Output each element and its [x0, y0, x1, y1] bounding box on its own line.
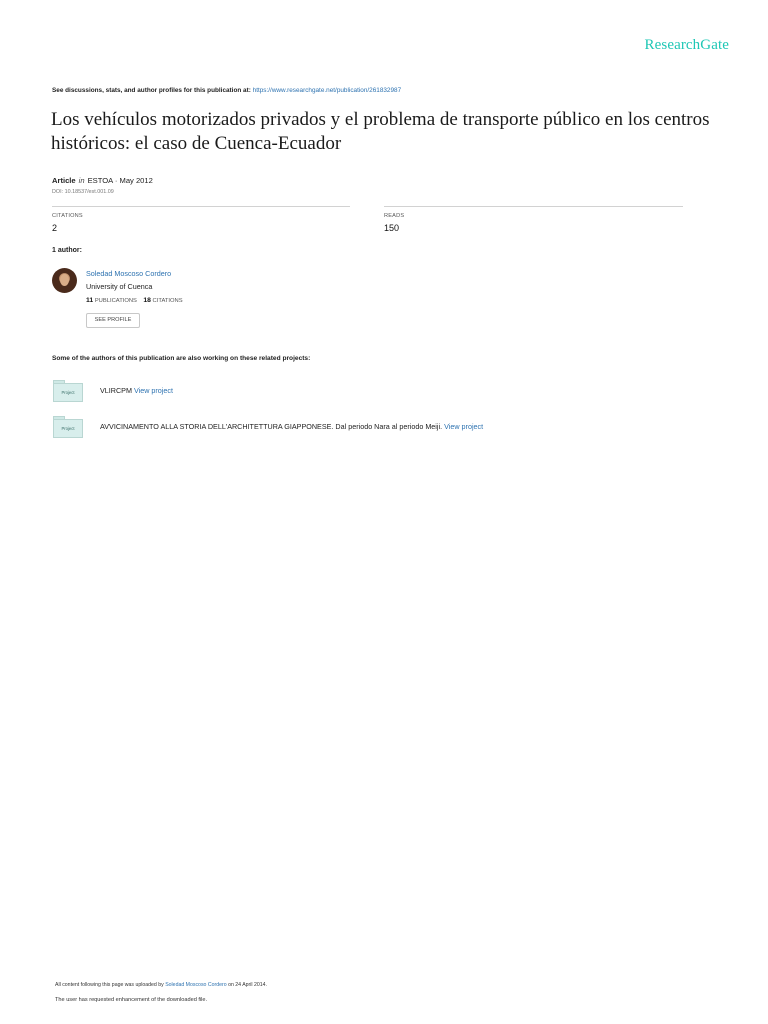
upload-note	[55, 982, 267, 988]
upload-note-suffix: on 24 April 2014.	[228, 982, 267, 988]
avatar-face	[60, 274, 69, 286]
project-item	[100, 386, 173, 395]
reads-divider	[384, 206, 683, 207]
citations-divider	[52, 206, 350, 207]
discussion-notice	[52, 87, 401, 94]
author-citations-label: CITATIONS	[152, 298, 183, 304]
view-project-link[interactable]: View project	[444, 422, 484, 431]
article-venue: ESTOA · May 2012	[87, 176, 153, 185]
folder-label: Project	[53, 383, 83, 402]
upload-note-prefix: All content following this page was uploaded by	[55, 982, 164, 988]
citations-count: 2	[52, 223, 58, 233]
project-name: VLIRCPM	[100, 386, 132, 395]
author-publications-label: PUBLICATIONS	[94, 298, 137, 304]
reads-count: 150	[384, 223, 400, 233]
author-avatar[interactable]	[52, 268, 77, 293]
related-projects-heading: Some of the authors of this publication are also working on these related projects:	[52, 355, 311, 362]
author-citations-count: 18	[143, 297, 151, 304]
discussion-text: See discussions, stats, and author profiles for this publication at:	[52, 87, 251, 94]
article-in: in	[78, 176, 85, 185]
authors-heading: 1 author:	[52, 247, 82, 254]
folder-label: Project	[53, 419, 83, 438]
publication-url-link[interactable]: https://www.researchgate.net/publication/261832987	[252, 87, 402, 94]
author-affiliation: University of Cuenca	[86, 282, 153, 291]
reads-label: READS	[384, 213, 405, 219]
article-meta	[52, 176, 153, 185]
article-title: Los vehículos motorizados privados y el problema de transporte público en los centros históricos: el caso de Cuenca-Ecuador	[51, 109, 710, 154]
citations-label: CITATIONS	[52, 213, 83, 219]
enhancement-note: The user has requested enhancement of the downloaded file.	[55, 997, 208, 1003]
view-project-link[interactable]: View project	[133, 386, 173, 395]
article-doi: DOI: 10.18537/est.001.09	[52, 189, 114, 195]
project-item	[100, 422, 483, 431]
article-type: Article	[52, 176, 76, 185]
see-profile-button[interactable]: SEE PROFILE	[86, 313, 140, 328]
project-folder-icon	[53, 380, 83, 402]
uploader-link[interactable]: Soledad Moscoso Cordero	[165, 982, 227, 988]
author-publications-count: 11	[86, 297, 94, 304]
author-counts	[86, 297, 183, 304]
project-folder-icon	[53, 416, 83, 438]
project-name: AVVICINAMENTO ALLA STORIA DELL'ARCHITETTURA GIAPPONESE. Dal periodo Nara al periodo Meiji.	[100, 422, 443, 431]
author-name-link[interactable]: Soledad Moscoso Cordero	[86, 269, 172, 278]
researchgate-logo[interactable]: ResearchGate	[644, 37, 729, 53]
